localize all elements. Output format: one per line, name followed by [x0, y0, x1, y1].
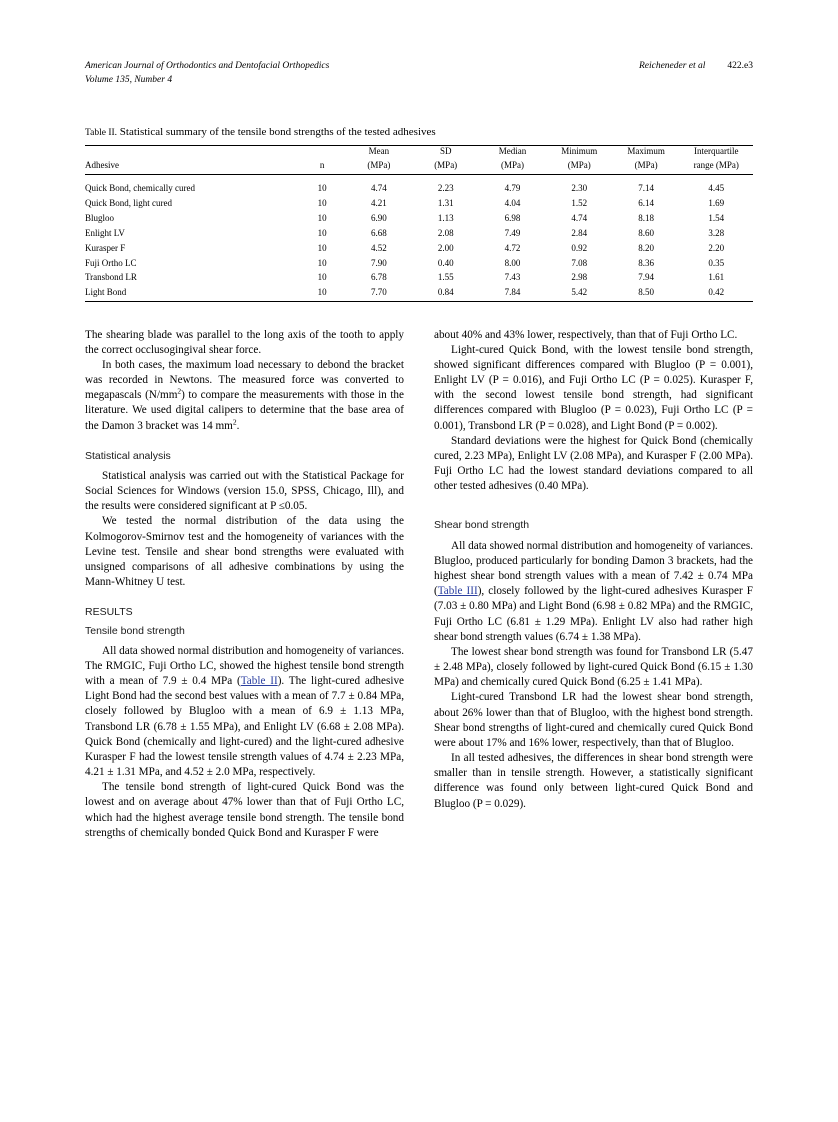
paragraph — [85, 644, 404, 781]
cell-maximum: 8.60 — [638, 227, 654, 238]
table-row — [85, 256, 753, 271]
cell-maximum: 8.36 — [638, 257, 654, 268]
paragraph: In all tested adhesives, the differences in shear bond strength were smaller than in tensile strength. However, a statistically significant difference was found only between light-cured Quick Bond and Blugloo (P = 0.029). — [434, 752, 753, 810]
running-head-right — [639, 60, 753, 74]
page-content — [85, 60, 753, 841]
col-head-iqr: range (MPa) — [693, 159, 739, 170]
table-header-row-names — [85, 160, 753, 175]
paragraph: The lowest shear bond strength was found for Transbond LR (5.47 ± 2.48 MPa), closely followed by light-cured Quick Bond (6.15 ± 1.30 MPa) and chemically cured Quick Bond (6.25 ± 1.41 MPa). — [434, 645, 753, 689]
col-head-sd-top: SD — [439, 145, 452, 156]
cell-maximum: 8.18 — [638, 212, 654, 223]
cell-minimum: 7.08 — [571, 257, 588, 268]
cell-sd: 2.08 — [437, 227, 454, 238]
cell-sd: 1.31 — [437, 198, 454, 208]
table-row — [85, 182, 753, 197]
running-head-left — [85, 60, 329, 88]
cell-n: 10 — [317, 242, 327, 253]
cell-mean: 7.90 — [371, 257, 387, 268]
col-head-sd: (MPa) — [434, 159, 458, 170]
cell-maximum: 7.14 — [638, 183, 654, 194]
paragraph-part: In both cases, the maximum load necessary to debond the bracket was recorded in Newtons. The measured force was converted to megapascals (N/mm — [85, 358, 404, 402]
running-head — [85, 60, 753, 88]
cell-minimum: 2.84 — [571, 227, 588, 238]
cell-iqr: 1.61 — [708, 272, 725, 283]
cell-iqr: 4.45 — [708, 183, 725, 194]
cell-median: 7.49 — [504, 227, 521, 238]
col-head-median-top: Median — [498, 145, 527, 156]
paragraph-part: ) to compare the measurements with those in the literature. We used digital calipers to determine that the base area of the Damon 3 bracket was 14 mm — [85, 389, 404, 432]
cell-iqr: 0.35 — [708, 257, 725, 268]
table-row — [85, 241, 753, 256]
heading-statistical-analysis: Statistical analysis — [85, 449, 171, 462]
right-column — [434, 328, 753, 841]
cell-mean: 6.90 — [371, 212, 387, 223]
cell-adhesive: Blugloo — [85, 212, 115, 223]
journal-volume: Volume 135, Number 4 — [85, 74, 173, 85]
cell-sd: 1.55 — [437, 272, 454, 283]
paragraph: Statistical analysis was carried out with the Statistical Package for Social Sciences for Windows (version 15.0, SPSS, Chicago, Ill), and the results were considered significant at P ≤0.05. — [85, 469, 404, 513]
journal-title: American Journal of Orthodontics and Dentofacial Orthopedics — [85, 61, 330, 71]
cell-n: 10 — [317, 183, 327, 194]
col-head-adhesive: Adhesive — [85, 159, 119, 170]
cell-maximum: 6.14 — [638, 198, 654, 208]
table-iii-link[interactable]: Table III — [437, 585, 478, 598]
cell-median: 6.98 — [504, 212, 521, 223]
table-row — [85, 175, 753, 182]
table-row — [85, 286, 753, 301]
table-head — [85, 145, 753, 175]
paragraph-part: ), closely followed by the light-cured adhesives Kurasper F (7.03 ± 0.80 MPa) and Light Bond (6.98 ± 0.82 MPa) and the RMGIC, Fuji Ortho LC (6.81 ± 1.29 MPa). Enlight LV also had rather high shear bond strength values (6.74 ± 1.38 MPa). — [434, 585, 753, 643]
table-row — [85, 226, 753, 241]
paragraph-part: . — [236, 419, 240, 432]
superscript: 2 — [177, 386, 182, 396]
cell-adhesive: Quick Bond, chemically cured — [85, 183, 195, 194]
cell-minimum: 1.52 — [571, 198, 588, 208]
paragraph: Standard deviations were the highest for Quick Bond (chemically cured, 2.23 MPa), Enlight LV (2.08 MPa), and Kurasper F (2.00 MPa). Fuji Ortho LC had the lowest standard deviations compared to all other tested adhesives (0.40 MPa). — [434, 434, 753, 493]
cell-iqr: 1.69 — [708, 198, 725, 208]
cell-median: 7.84 — [504, 287, 521, 298]
cell-mean: 4.21 — [371, 198, 387, 208]
table-spacer — [85, 175, 753, 182]
cell-iqr: 0.42 — [708, 287, 725, 298]
cell-n: 10 — [317, 198, 327, 208]
cell-n: 10 — [317, 287, 327, 298]
cell-median: 4.72 — [504, 242, 521, 253]
paragraph-part: All data showed normal distribution and homogeneity of variances. The RMGIC, Fuji Ortho LC, showed the highest tensile bond strength with a mean of 7.9 ± 0.4 MPa ( — [85, 644, 404, 688]
cell-n: 10 — [317, 227, 327, 238]
cell-minimum: 5.42 — [571, 287, 588, 298]
paragraph — [85, 358, 404, 434]
col-head-median: (MPa) — [500, 159, 524, 170]
table-row — [85, 196, 753, 211]
body-columns — [85, 328, 753, 841]
paragraph: about 40% and 43% lower, respectively, than that of Fuji Ortho LC. — [434, 328, 738, 341]
page-number: 422.e3 — [727, 61, 753, 71]
cell-sd: 2.00 — [437, 242, 454, 253]
table-label: Table II. — [85, 127, 118, 138]
table-ii-link[interactable]: Table II — [240, 675, 278, 688]
cell-adhesive: Fuji Ortho LC — [85, 257, 137, 268]
cell-minimum: 4.74 — [571, 212, 588, 223]
cell-adhesive: Enlight LV — [85, 227, 125, 238]
paragraph: We tested the normal distribution of the data using the Kolmogorov-Smirnov test and the homogeneity of variances with the Levine test. Tensile and shear bond strengths were evaluated with unsigned comparisons of all adhesive combinations by using the Mann-Whitney U test. — [85, 515, 404, 589]
heading-tensile-bond-strength: Tensile bond strength — [85, 624, 185, 637]
cell-adhesive: Kurasper F — [85, 242, 126, 253]
cell-maximum: 8.20 — [638, 242, 654, 253]
heading-shear-bond-strength: Shear bond strength — [434, 519, 530, 532]
table-header-row-units — [85, 145, 753, 160]
cell-sd: 2.23 — [437, 183, 454, 194]
cell-sd: 0.40 — [437, 257, 454, 268]
col-head-iqr-top: Interquartile — [694, 145, 739, 156]
statistics-table — [85, 145, 753, 302]
table-caption — [85, 126, 753, 138]
cell-mean: 6.68 — [371, 227, 387, 238]
col-head-mean: (MPa) — [367, 159, 391, 170]
cell-iqr: 1.54 — [708, 212, 725, 223]
cell-n: 10 — [317, 257, 327, 268]
cell-maximum: 7.94 — [638, 272, 654, 283]
paragraph — [434, 539, 753, 645]
heading-results: RESULTS — [85, 606, 133, 619]
superscript: 2 — [232, 416, 237, 426]
paragraph: The shearing blade was parallel to the long axis of the tooth to apply the correct occlusogingival shear force. — [85, 328, 404, 356]
col-head-adhesive-top — [85, 145, 299, 160]
cell-minimum: 2.30 — [571, 183, 588, 194]
table-block — [85, 126, 753, 302]
cell-iqr: 2.20 — [708, 242, 725, 253]
cell-mean: 7.70 — [371, 287, 387, 298]
cell-median: 4.04 — [504, 198, 521, 208]
paragraph: The tensile bond strength of light-cured Quick Bond was the lowest and on average about 47% lower than that of Fuji Ortho LC, which had the highest average tensile bond strength. The tensile bond strengths of chemically bonded Quick Bond and Kurasper F were — [85, 781, 404, 839]
cell-minimum: 0.92 — [571, 242, 588, 253]
cell-adhesive: Light Bond — [85, 287, 127, 298]
col-head-minimum-top: Minimum — [561, 145, 598, 156]
authors-line: Reicheneder et al — [638, 61, 706, 71]
cell-sd: 0.84 — [437, 287, 454, 298]
cell-mean: 6.78 — [371, 272, 387, 283]
cell-sd: 1.13 — [437, 212, 454, 223]
col-head-n-top — [299, 145, 346, 160]
cell-median: 4.79 — [504, 183, 521, 194]
col-head-n: n — [319, 159, 325, 170]
col-head-maximum-top: Maximum — [627, 145, 665, 156]
cell-adhesive: Transbond LR — [85, 272, 137, 283]
cell-median: 7.43 — [504, 272, 521, 283]
cell-n: 10 — [317, 212, 327, 223]
cell-n: 10 — [317, 272, 327, 283]
paragraph-part: All data showed normal distribution and homogeneity of variances. Blugloo, produced particularly for bonding Damon 3 brackets, had the highest shear bond strength values with a mean of 7.42 ± 0.74 MPa ( — [434, 539, 753, 598]
table-body — [85, 175, 753, 302]
col-head-minimum: (MPa) — [567, 159, 591, 170]
paragraph: Light-cured Transbond LR had the lowest shear bond strength, about 26% lower than that of Blugloo, with the highest bond strength. Shear bond strengths of light-cured and chemically cured Quick Bond were about 17% and 16% lower, respectively, than that of Blugloo. — [434, 691, 753, 749]
paragraph-part: ). The light-cured adhesive Light Bond had the second best values with a mean of 7.7 ± 0.84 MPa, closely followed by Blugloo with a mean of 6.9 ± 1.13 MPa, Transbond LR (6.78 ± 1.55 MPa), and Enlight LV (6.68 ± 2.08 MPa). Quick Bond (chemically and light-cured) and the light-cured adhesive Kurasper F had the lowest tensile strength values of 4.74 ± 2.23 MPa, 4.21 ± 1.31 MPa, and 4.52 ± 2.0 MPa, respectively. — [85, 675, 405, 779]
col-head-mean-top: Mean — [368, 145, 390, 156]
cell-adhesive: Quick Bond, light cured — [85, 198, 172, 208]
cell-median: 8.00 — [504, 257, 521, 268]
left-column — [85, 328, 404, 841]
cell-mean: 4.52 — [371, 242, 387, 253]
col-head-maximum: (MPa) — [634, 159, 658, 170]
table-row — [85, 271, 753, 286]
cell-minimum: 2.98 — [571, 272, 588, 283]
cell-mean: 4.74 — [371, 183, 387, 194]
cell-maximum: 8.50 — [638, 287, 654, 298]
cell-iqr: 3.28 — [708, 227, 725, 238]
table-row — [85, 211, 753, 226]
table-caption-text: Statistical summary of the tensile bond strengths of the tested adhesives — [119, 125, 436, 138]
paragraph: Light-cured Quick Bond, with the lowest tensile bond strength, showed significant differences compared with Blugloo (P = 0.001), Enlight LV (P = 0.016), and Fuji Ortho LC (P = 0.025). Kurasper F, with the second lowest tensile bond strength, had significant differences compared with Blugloo (P = 0.023), Fuji Ortho LC (P = 0.001), Transbond LR (P = 0.028), and Light Bond (P = 0.002). — [434, 343, 753, 432]
